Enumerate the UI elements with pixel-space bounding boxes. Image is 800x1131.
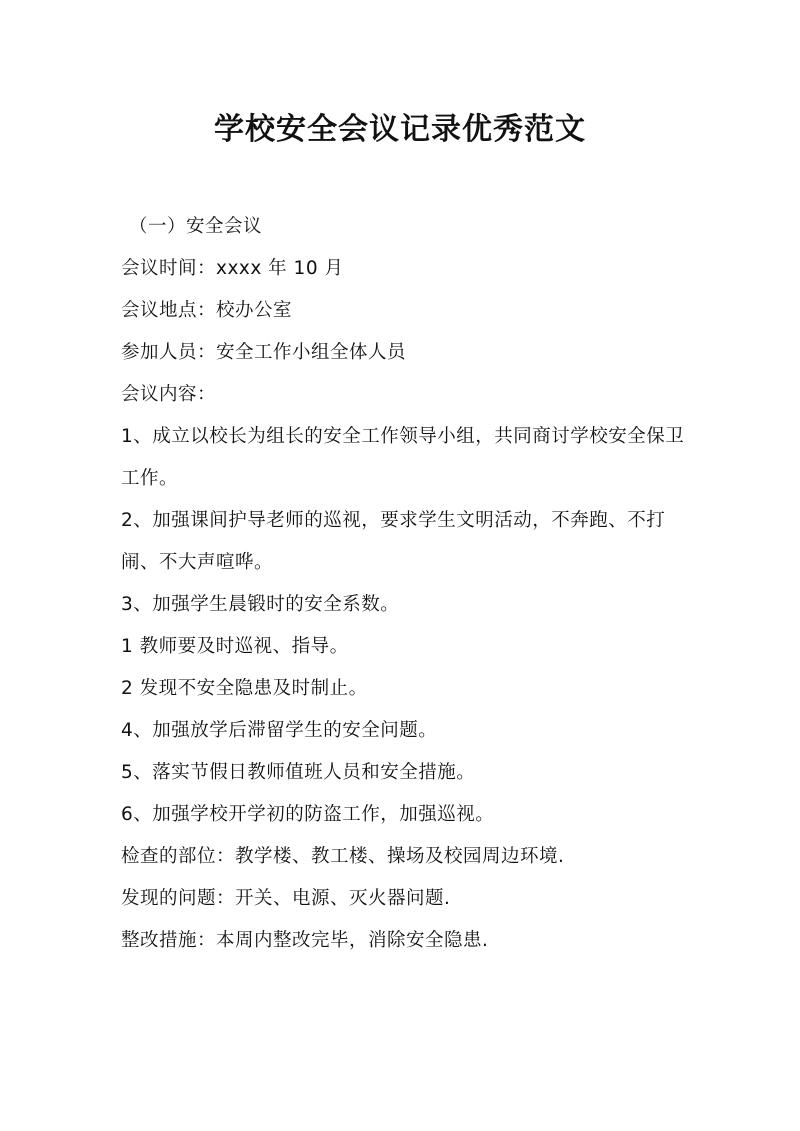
content-item-3: 3、加强学生晨锻时的安全系数。: [121, 594, 400, 615]
document-body: [121, 206, 691, 962]
content-item-2: 2、加强课间护导老师的巡视，要求学生文明活动，不奔跑、不打闹、不大声喧哗。: [121, 510, 666, 573]
issues-found: 发现的问题：开关、电源、灭火器问题.: [121, 888, 451, 909]
content-subitem-1: 1 教师要及时巡视、指导。: [121, 636, 349, 657]
content-item-1: 1、成立以校长为组长的安全工作领导小组，共同商讨学校安全保卫工作。: [121, 426, 685, 489]
content-item-5: 5、落实节假日教师值班人员和安全措施。: [121, 762, 476, 783]
document-title: 学校安全会议记录优秀范文: [214, 112, 586, 147]
meeting-attendees: 参加人员：安全工作小组全体人员: [121, 342, 407, 363]
content-subitem-2: 2 发现不安全隐患及时制止。: [121, 678, 368, 699]
content-item-4: 4、加强放学后滞留学生的安全问题。: [121, 720, 438, 741]
meeting-time: 会议时间：xxxx 年 10 月: [121, 258, 344, 279]
content-item-6: 6、加强学校开学初的防盗工作，加强巡视。: [121, 804, 495, 825]
meeting-content-label: 会议内容：: [121, 384, 217, 405]
rectification-measures: 整改措施：本周内整改完毕，消除安全隐患.: [121, 930, 489, 951]
inspection-areas: 检查的部位：教学楼、教工楼、操场及校园周边环境.: [121, 846, 565, 867]
meeting-location: 会议地点：校办公室: [121, 300, 293, 321]
section-heading: （一）安全会议: [129, 216, 263, 237]
